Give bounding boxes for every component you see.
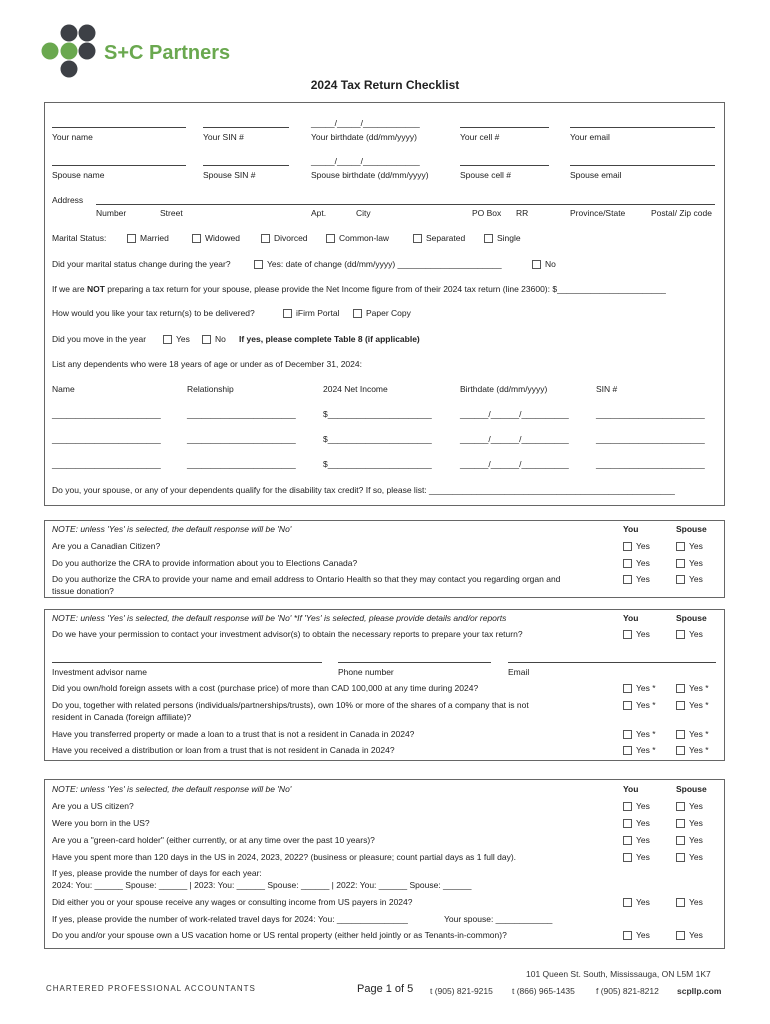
- cb-you[interactable]: Yes: [623, 818, 650, 828]
- move-no[interactable]: No: [202, 334, 226, 344]
- cb-spouse[interactable]: Yes: [676, 801, 703, 811]
- delivery-paper[interactable]: Paper Copy: [353, 308, 411, 318]
- cb-spouse[interactable]: Yes: [676, 930, 703, 940]
- cb-you[interactable]: Yes *: [623, 729, 656, 739]
- marital-married[interactable]: Married: [127, 233, 169, 243]
- logo-dots-icon: [40, 24, 106, 84]
- marital-separated[interactable]: Separated: [413, 233, 465, 243]
- footer-address: 101 Queen St. South, Mississauga, ON L5M 1K7: [526, 969, 711, 979]
- move-yes[interactable]: Yes: [163, 334, 190, 344]
- address-label: Address: [52, 195, 84, 205]
- spouse-cell-label: Spouse cell #: [460, 170, 512, 180]
- cb-you[interactable]: Yes: [623, 801, 650, 811]
- cb-spouse[interactable]: Yes: [676, 541, 703, 551]
- marital-common-law[interactable]: Common-law: [326, 233, 389, 243]
- cb-you[interactable]: Yes: [623, 629, 650, 639]
- cb-you[interactable]: Yes: [623, 541, 650, 551]
- cb-you[interactable]: Yes *: [623, 683, 656, 693]
- cb-spouse[interactable]: Yes: [676, 629, 703, 639]
- your-cell-label: Your cell #: [460, 132, 500, 142]
- cb-you[interactable]: Yes: [623, 558, 650, 568]
- cb-you[interactable]: Yes: [623, 897, 650, 907]
- cb-spouse[interactable]: Yes: [676, 852, 703, 862]
- cb-spouse[interactable]: Yes *: [676, 745, 709, 755]
- your-name-label: Your name: [52, 132, 93, 142]
- marital-change-no[interactable]: No: [532, 259, 556, 269]
- spouse-sin-label: Spouse SIN #: [203, 170, 256, 180]
- cb-spouse[interactable]: Yes: [676, 897, 703, 907]
- cb-you[interactable]: Yes: [623, 835, 650, 845]
- cb-you[interactable]: Yes *: [623, 745, 656, 755]
- marital-single[interactable]: Single: [484, 233, 521, 243]
- footer-fax: f (905) 821-8212: [596, 986, 659, 996]
- cb-spouse[interactable]: Yes *: [676, 729, 709, 739]
- cb-spouse[interactable]: Yes: [676, 818, 703, 828]
- cb-spouse[interactable]: Yes *: [676, 700, 709, 710]
- spouse-birth-label: Spouse birthdate (dd/mm/yyyy): [311, 170, 429, 180]
- footer-toll: t (866) 965-1435: [512, 986, 575, 996]
- page-title: 2024 Tax Return Checklist: [310, 78, 460, 92]
- footer-web[interactable]: scpllp.com: [677, 986, 722, 996]
- net-income-question: If we are NOT preparing a tax return for your spouse, please provide the Net Income figure from of their 2024 tax return (line 23600): $_______________________: [52, 284, 666, 294]
- footer-tel: t (905) 821-9215: [430, 986, 493, 996]
- your-birth-label: Your birthdate (dd/mm/yyyy): [311, 132, 417, 142]
- delivery-ifirm[interactable]: iFirm Portal: [283, 308, 339, 318]
- cb-spouse[interactable]: Yes *: [676, 683, 709, 693]
- your-sin-label: Your SIN #: [203, 132, 244, 142]
- your-email-label: Your email: [570, 132, 610, 142]
- cb-you[interactable]: Yes *: [623, 700, 656, 710]
- footer-firm: CHARTERED PROFESSIONAL ACCOUNTANTS: [46, 984, 256, 993]
- logo: [40, 24, 240, 84]
- cb-you[interactable]: Yes: [623, 574, 650, 584]
- marital-label: Marital Status:: [52, 233, 107, 243]
- cb-spouse[interactable]: Yes: [676, 558, 703, 568]
- footer-page: Page 1 of 5: [357, 983, 414, 995]
- cb-you[interactable]: Yes: [623, 930, 650, 940]
- marital-divorced[interactable]: Divorced: [261, 233, 308, 243]
- brand-name: S+C Partners: [104, 42, 231, 64]
- spouse-email-label: Spouse email: [570, 170, 622, 180]
- cb-spouse[interactable]: Yes: [676, 835, 703, 845]
- cb-spouse[interactable]: Yes: [676, 574, 703, 584]
- spouse-name-label: Spouse name: [52, 170, 105, 180]
- marital-widowed[interactable]: Widowed: [192, 233, 240, 243]
- cb-you[interactable]: Yes: [623, 852, 650, 862]
- marital-change-yes[interactable]: Yes: date of change (dd/mm/yyyy) ______________________: [254, 259, 502, 269]
